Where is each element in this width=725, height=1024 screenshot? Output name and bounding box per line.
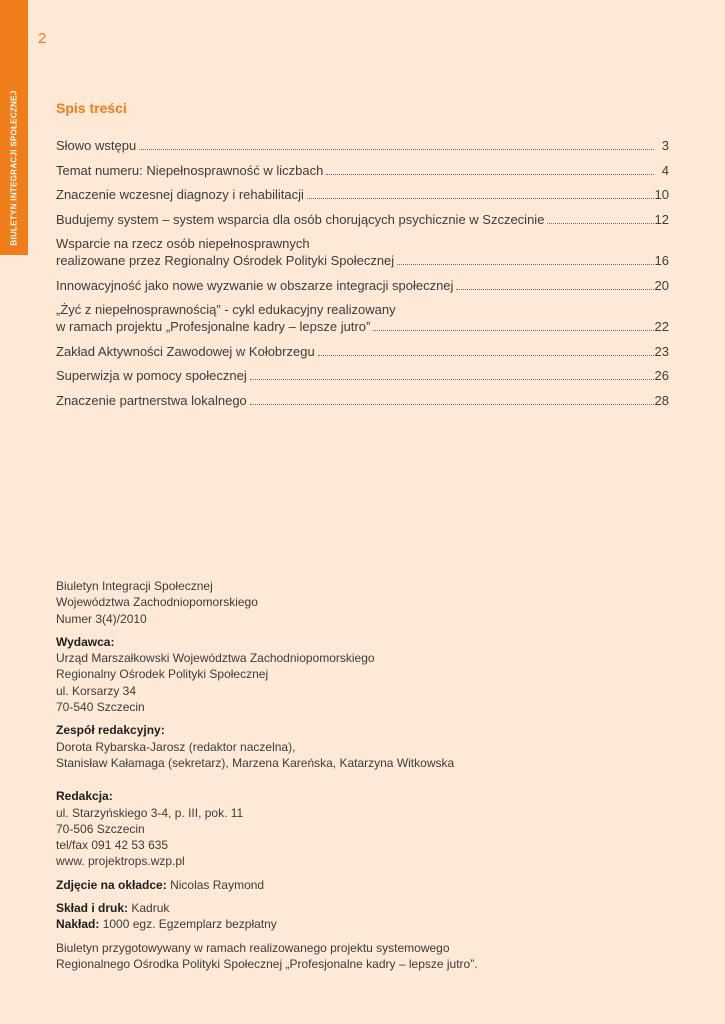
toc-entry bbox=[56, 137, 669, 154]
toc-dot-leader bbox=[456, 288, 653, 290]
toc-entry bbox=[56, 162, 669, 179]
circulation-label: Nakład: bbox=[56, 917, 100, 932]
toc-page-number: 20 bbox=[654, 277, 669, 293]
toc-entry bbox=[56, 301, 669, 335]
editorial-line: tel/fax 091 42 53 635 bbox=[56, 838, 169, 853]
colophon-editorial bbox=[56, 788, 676, 869]
page-number: 2 bbox=[38, 30, 47, 47]
toc-dot-leader bbox=[373, 329, 653, 331]
photo-label: Zdjęcie na okładce: bbox=[56, 877, 167, 892]
toc-page-number: 12 bbox=[654, 211, 669, 227]
publisher-line: Urząd Marszałkowski Województwa Zachodniopomorskiego bbox=[56, 651, 375, 666]
toc-entry bbox=[56, 367, 669, 384]
print-label: Skład i druk: bbox=[56, 901, 129, 916]
print-value: Kadruk bbox=[131, 901, 170, 916]
colophon-publisher bbox=[56, 634, 676, 715]
toc-entry bbox=[56, 277, 669, 294]
toc-page-number: 3 bbox=[661, 138, 669, 153]
editorial-line: www. projektrops.wzp.pl bbox=[56, 854, 185, 869]
toc-entry bbox=[56, 186, 669, 203]
sidebar-stripe bbox=[0, 0, 28, 255]
colophon-footer bbox=[56, 940, 676, 973]
toc-entry-title: Zakład Aktywności Zawodowej w Kołobrzegu bbox=[56, 343, 315, 359]
toc-dot-leader bbox=[307, 197, 654, 199]
toc-page-number: 10 bbox=[654, 187, 669, 202]
table-of-contents bbox=[56, 137, 669, 416]
editorial-line: ul. Starzyńskiego 3-4, p. III, pok. 11 bbox=[56, 805, 244, 820]
editorial-label: Redakcja: bbox=[56, 789, 113, 804]
toc-entry-title: Budujemy system – system wsparcia dla osób chorujących psychicznie w Szczecinie bbox=[56, 211, 545, 227]
toc-dot-leader bbox=[250, 378, 654, 380]
intro-line: Województwa Zachodniopomorskiego bbox=[56, 595, 258, 610]
publisher-line: 70-540 Szczecin bbox=[56, 700, 145, 715]
toc-page-number: 16 bbox=[654, 253, 669, 268]
toc-page-number: 22 bbox=[654, 319, 669, 334]
colophon bbox=[56, 578, 676, 979]
footer-line: Biuletyn przygotowywany w ramach realizowanego projektu systemowego bbox=[56, 940, 450, 955]
toc-entry-title: Wsparcie na rzecz osób niepełnosprawnych bbox=[56, 236, 310, 251]
toc-dot-leader bbox=[326, 173, 654, 175]
toc-entry-title: w ramach projektu „Profesjonalne kadry – lepsze jutro” bbox=[56, 319, 371, 334]
toc-dot-leader bbox=[139, 148, 654, 150]
toc-entry-title: realizowane przez Regionalny Ośrodek Polityki Społecznej bbox=[56, 253, 395, 268]
toc-entry bbox=[56, 211, 669, 228]
colophon-print bbox=[56, 900, 676, 933]
toc-dot-leader bbox=[250, 403, 654, 405]
toc-title: Spis treści bbox=[56, 100, 127, 116]
colophon-photo bbox=[56, 877, 676, 893]
toc-entry-title: Znaczenie wczesnej diagnozy i rehabilitacji bbox=[56, 187, 304, 202]
toc-dot-leader bbox=[397, 263, 653, 265]
toc-page-number: 4 bbox=[661, 162, 669, 178]
toc-entry-title: Znaczenie partnerstwa lokalnego bbox=[56, 392, 247, 408]
toc-page-number: 23 bbox=[654, 343, 669, 359]
circulation-value: 1000 egz. Egzemplarz bezpłatny bbox=[102, 917, 277, 932]
colophon-intro bbox=[56, 578, 676, 627]
toc-entry-title: Superwizja w pomocy społecznej bbox=[56, 368, 247, 383]
publisher-label: Wydawca: bbox=[56, 634, 115, 649]
team-line: Stanisław Kałamaga (sekretarz), Marzena Kareńska, Katarzyna Witkowska bbox=[56, 755, 455, 770]
toc-entry-title: „Żyć z niepełnosprawnością” - cykl edukacyjny realizowany bbox=[56, 302, 396, 317]
team-line: Dorota Rybarska-Jarosz (redaktor naczelna), bbox=[56, 739, 296, 754]
intro-line: Numer 3(4)/2010 bbox=[56, 611, 147, 626]
toc-page-number: 28 bbox=[654, 392, 669, 408]
toc-entry bbox=[56, 235, 669, 269]
toc-entry bbox=[56, 343, 669, 360]
editorial-line: 70-506 Szczecin bbox=[56, 821, 145, 836]
side-label: BIULETYN INTEGRACJI SPOŁECZNEJ bbox=[9, 90, 19, 246]
footer-line: Regionalnego Ośrodka Polityki Społecznej „Profesjonalne kadry – lepsze jutro”. bbox=[56, 956, 478, 971]
intro-line: Biuletyn Integracji Społecznej bbox=[56, 579, 213, 593]
toc-entry-title: Słowo wstępu bbox=[56, 138, 137, 153]
toc-page-number: 26 bbox=[654, 368, 669, 383]
colophon-team bbox=[56, 722, 676, 771]
photo-value: Nicolas Raymond bbox=[170, 877, 265, 892]
team-label: Zespół redakcyjny: bbox=[56, 723, 165, 738]
toc-dot-leader bbox=[318, 354, 654, 356]
toc-dot-leader bbox=[547, 222, 653, 224]
toc-entry bbox=[56, 392, 669, 409]
publisher-line: ul. Korsarzy 34 bbox=[56, 683, 137, 698]
toc-entry-title: Innowacyjność jako nowe wyzwanie w obszarze integracji społecznej bbox=[56, 277, 454, 293]
toc-entry-title: Temat numeru: Niepełnosprawność w liczbach bbox=[56, 162, 324, 178]
publisher-line: Regionalny Ośrodek Polityki Społecznej bbox=[56, 667, 269, 682]
